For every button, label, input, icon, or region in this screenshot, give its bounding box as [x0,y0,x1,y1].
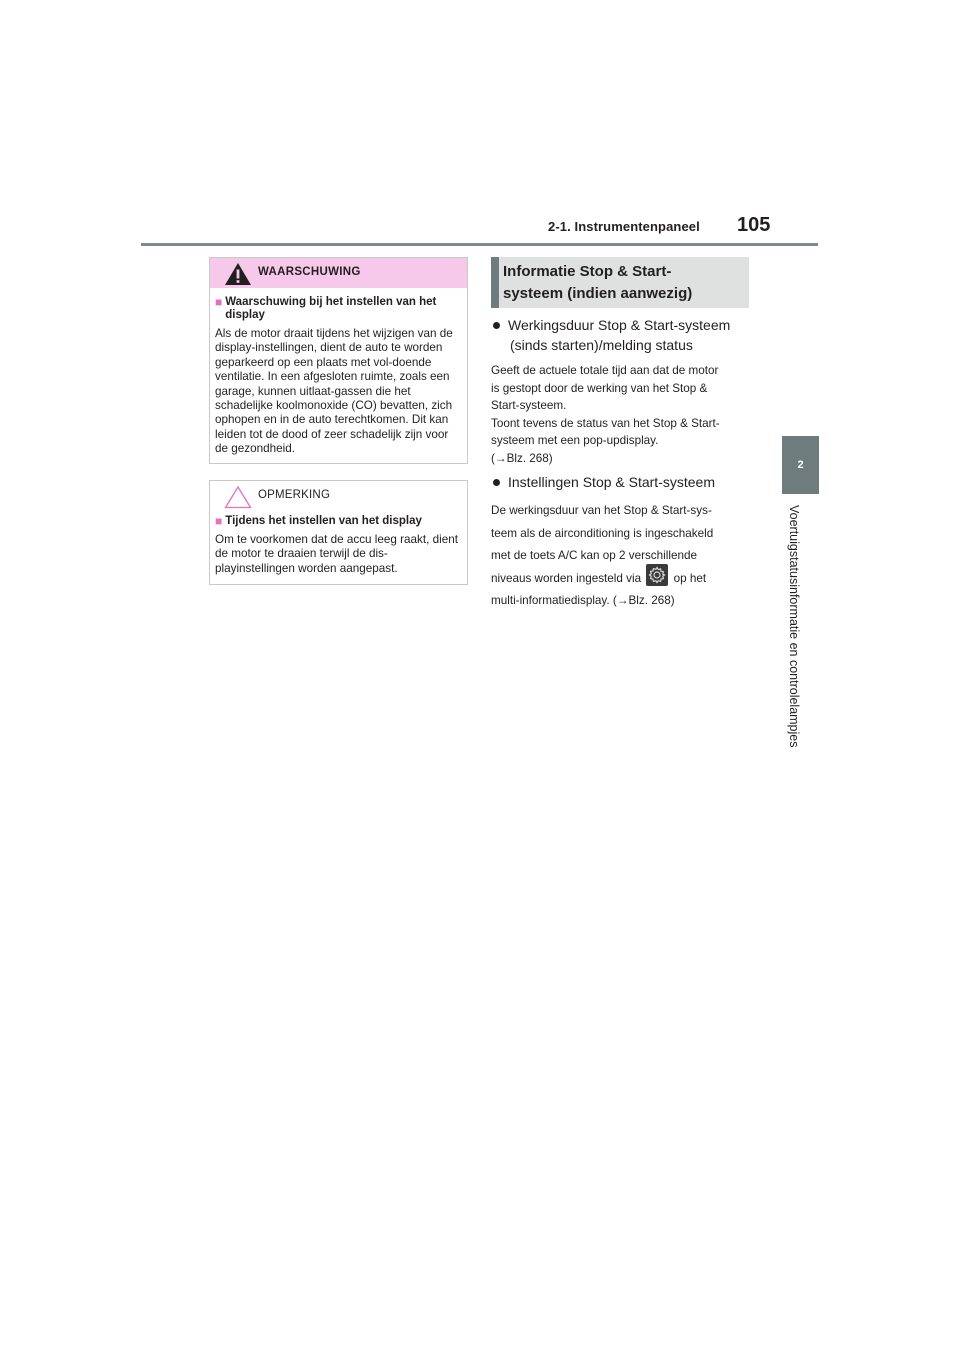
section-heading-line2: systeem (indien aanwezig) [503,285,693,302]
warning-heading: WAARSCHUWING [258,266,361,278]
paragraph: De werkingsduur van het Stop & Start-sys- teem als de airconditioning is ingeschakeld met de toets A/C kan op 2 verschillende niveaus worden ingesteld via op het multi-informatiedisplay. (→Blz. 268) [491,504,714,607]
warning-item-title: ■ Waarschuwing bij het instellen van het display [215,295,437,321]
section-heading [491,257,749,308]
chapter-title-vertical [786,505,806,775]
caution-triangle-outline-icon [224,485,252,509]
gear-icon [646,564,668,586]
page-reference: (→Blz. 268) [491,451,553,465]
bullet-item: Instellingen Stop & Start-systeem [491,472,715,492]
section-header: 2-1. Instrumentenpaneel [548,219,700,234]
note-item-title: ■ Tijdens het instellen van het display [215,514,422,528]
bullet-item: Werkingsduur Stop & Start-systeem (sinds starten)/melding status [491,315,730,355]
chapter-number: 2 [797,459,804,471]
header-rule [141,243,818,246]
section-heading-bar [491,257,499,308]
chapter-title: Voertuigstatusinformatie en controlelampjes [787,505,801,748]
warning-header [210,258,467,288]
chapter-tab[interactable] [782,436,819,494]
bullet-dot-icon [493,479,500,486]
note-box [209,480,468,585]
warning-body: Als de motor draait tijdens het wijzigen van de display-instellingen, dient de auto te worden geparkeerd op een plaats met vol-doende ventilatie. In een afgesloten ruimte, zoals een garage, kunnen uitlaat-gassen die het schadelijke koolmonoxide (CO) bevatten, zich ophopen en in de auto terechtkomen. Dit kan leiden tot de dood of zeer schadelijk zijn voor de gezondheid. [215,327,453,456]
warning-triangle-icon [224,262,252,286]
section-heading-line1: Informatie Stop & Start- [503,263,672,280]
note-heading: OPMERKING [258,489,331,501]
page-number: 105 [737,214,771,236]
square-bullet-icon: ■ [215,514,223,528]
paragraph: Geeft de actuele totale tijd aan dat de motor is gestopt door de werking van het Stop & Start-systeem. Toont tevens de status van het Stop & Start- systeem met een pop-updisplay. (→Blz. 268) [491,362,753,467]
square-bullet-icon: ■ [215,295,223,309]
warning-box [209,257,468,464]
note-header [210,481,467,511]
bullet-dot-icon [493,322,500,329]
note-body: Om te voorkomen dat de accu leeg raakt, dient de motor te draaien terwijl de dis-playinstellingen worden aangepast. [215,533,458,575]
